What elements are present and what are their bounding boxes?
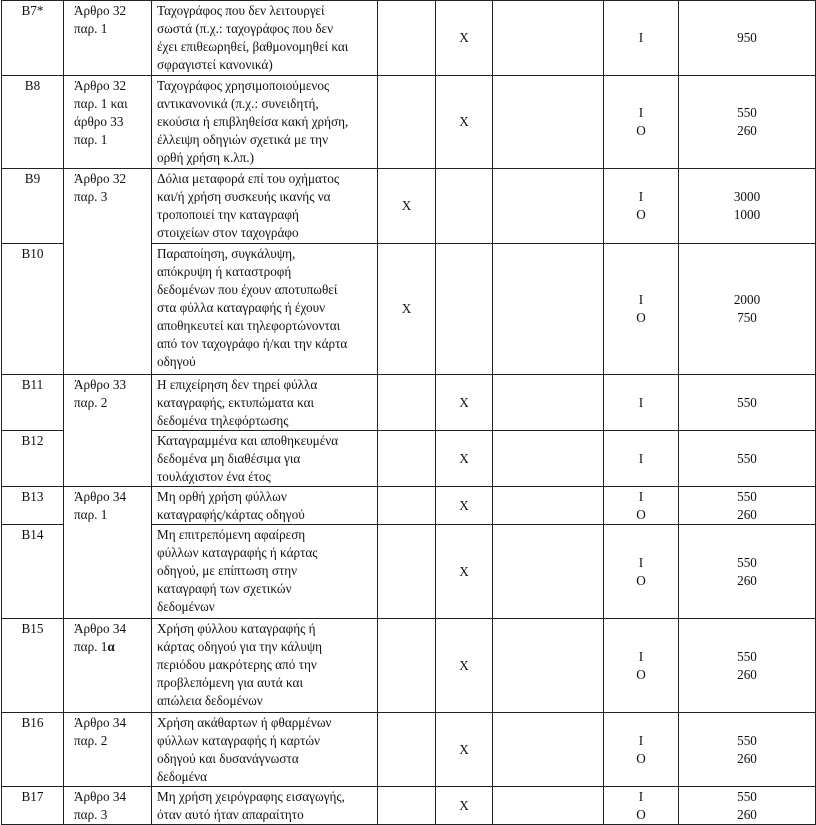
severity-mark: X xyxy=(436,787,493,825)
violation-description xyxy=(152,1,378,76)
text-line: 750 xyxy=(737,310,757,325)
violation-code: Β8 xyxy=(2,76,64,169)
text-line: στοιχείων στον ταχογράφο xyxy=(157,225,299,240)
severity-mark xyxy=(493,713,604,787)
violation-description xyxy=(152,487,378,525)
text-line: I xyxy=(638,788,644,804)
text-line: προβλεπόμενη για αυτά και xyxy=(157,675,304,690)
fine-amount xyxy=(679,787,816,825)
text-line: 3000 xyxy=(733,189,761,204)
fine-amount xyxy=(679,76,816,169)
text-line: O xyxy=(636,750,646,766)
text-line: Χρήση φύλλου καταγραφής ή xyxy=(157,621,316,636)
fine-amount xyxy=(679,619,816,713)
text-line: 2000 xyxy=(733,292,761,307)
text-line: εκούσια ή επιβληθείσα κακή χρήση, xyxy=(157,114,349,129)
severity-mark xyxy=(436,244,493,375)
text-line: Μη χρήση χειρόγραφης εισαγωγής, xyxy=(157,789,345,804)
text-line: I xyxy=(638,30,644,45)
text-line: οδηγού xyxy=(157,354,196,369)
violation-code: Β9 xyxy=(2,169,64,244)
text-line: Ταχογράφος χρησιμοποιούμενος xyxy=(157,78,330,93)
fine-amount xyxy=(679,431,816,487)
fine-amount xyxy=(679,525,816,619)
text-line: δεδομένα μη διαθέσιμα για xyxy=(157,451,301,466)
text-line: οδηγού και δυσανάγνωστα xyxy=(157,751,299,766)
offender-category xyxy=(604,244,679,375)
text-line: παρ. 1α xyxy=(74,639,115,654)
text-line: O xyxy=(636,572,646,588)
text-line: 950 xyxy=(737,30,757,45)
violation-code: Β10 xyxy=(2,244,64,375)
text-line: παρ. 3 xyxy=(74,807,108,822)
text-line: 260 xyxy=(737,750,757,766)
text-line: αντικανονικά (π.χ.: συνειδητή, xyxy=(157,96,319,111)
violation-code: Β11 xyxy=(2,375,64,431)
text-line: 550 xyxy=(737,488,757,504)
article-reference xyxy=(64,76,152,169)
severity-mark xyxy=(493,76,604,169)
violation-code: Β12 xyxy=(2,431,64,487)
article-reference xyxy=(64,787,152,825)
table-row xyxy=(2,713,816,787)
severity-mark: X xyxy=(436,431,493,487)
text-line: O xyxy=(636,123,646,138)
text-line: 550 xyxy=(737,105,757,120)
offender-category xyxy=(604,431,679,487)
text-line: Άρθρο 33 xyxy=(74,377,127,392)
text-line: Άρθρο 32 xyxy=(74,78,127,93)
text-line: καταγραφή των σχετικών xyxy=(157,581,292,596)
text-line: Άρθρο 34 xyxy=(74,621,127,636)
violation-code: Β16 xyxy=(2,713,64,787)
text-line: δεδομένα xyxy=(157,769,208,784)
severity-mark: X xyxy=(436,76,493,169)
text-line: Χρήση ακάθαρτων ή φθαρμένων xyxy=(157,715,332,730)
article-reference xyxy=(64,169,152,375)
text-line: τουλάχιστον ένα έτος xyxy=(157,469,271,484)
severity-mark xyxy=(378,525,436,619)
severity-mark xyxy=(378,76,436,169)
severity-mark xyxy=(493,244,604,375)
text-line: 260 xyxy=(737,572,757,588)
text-line: 550 xyxy=(737,394,757,410)
table-row xyxy=(2,619,816,713)
text-line: Άρθρο 34 xyxy=(74,489,127,504)
text-line: παρ. 2 xyxy=(74,733,108,748)
severity-mark xyxy=(378,375,436,431)
text-line: I xyxy=(638,292,644,307)
severity-mark xyxy=(378,619,436,713)
text-line: περιόδου μακρότερης από την xyxy=(157,657,317,672)
text-line: 1000 xyxy=(733,207,761,222)
text-line: σφραγιστεί κανονικά) xyxy=(157,57,273,72)
text-line: 260 xyxy=(737,506,757,522)
text-line: 260 xyxy=(737,123,757,138)
severity-mark: X xyxy=(436,1,493,76)
violation-description xyxy=(152,713,378,787)
severity-mark xyxy=(493,487,604,525)
text-line: O xyxy=(636,310,646,325)
violation-code: Β14 xyxy=(2,525,64,619)
text-line: στα φύλλα καταγραφής ή έχουν xyxy=(157,300,326,315)
violation-description xyxy=(152,619,378,713)
text-line: I xyxy=(638,554,644,570)
severity-mark: X xyxy=(436,375,493,431)
violation-description xyxy=(152,787,378,825)
violation-description xyxy=(152,431,378,487)
offender-category xyxy=(604,1,679,76)
text-line: απόκρυψη ή καταστροφή xyxy=(157,264,292,279)
text-line: κάρτας οδηγού για την κάλυψη xyxy=(157,639,323,654)
severity-mark xyxy=(493,169,604,244)
text-line: σωστά (π.χ.: ταχογράφος που δεν xyxy=(157,21,334,36)
offender-category xyxy=(604,619,679,713)
article-reference xyxy=(64,375,152,487)
text-line: Η επιχείρηση δεν τηρεί φύλλα xyxy=(157,377,318,392)
table-row xyxy=(2,1,816,76)
text-line: δεδομένων που έχουν αποτυπωθεί xyxy=(157,282,338,297)
violation-code: Β13 xyxy=(2,487,64,525)
text-line: φύλλων καταγραφής ή καρτών xyxy=(157,733,321,748)
text-line: 550 xyxy=(737,648,757,664)
text-line: απώλεια δεδομένων xyxy=(157,693,263,708)
severity-mark: X xyxy=(378,169,436,244)
table-row xyxy=(2,487,816,525)
violation-description xyxy=(152,76,378,169)
text-line: O xyxy=(636,666,646,682)
article-reference xyxy=(64,619,152,713)
table-row xyxy=(2,76,816,169)
severity-mark xyxy=(378,431,436,487)
violation-description xyxy=(152,525,378,619)
text-line: άρθρο 33 xyxy=(74,114,124,129)
violation-description xyxy=(152,169,378,244)
text-line: έλλειψη οδηγιών σχετικά με την xyxy=(157,132,329,147)
offender-category xyxy=(604,787,679,825)
text-line: παρ. 2 xyxy=(74,395,108,410)
violation-code: Β15 xyxy=(2,619,64,713)
text-line: I xyxy=(638,488,644,504)
text-line: I xyxy=(638,732,644,748)
text-line: 550 xyxy=(737,788,757,804)
text-line: δεδομένα τηλεφόρτωσης xyxy=(157,413,289,428)
fine-amount xyxy=(679,244,816,375)
text-line: O xyxy=(636,806,646,822)
fine-amount xyxy=(679,487,816,525)
text-line: οδηγού, με επίπτωση στην xyxy=(157,563,298,578)
text-line: I xyxy=(638,648,644,664)
offender-category xyxy=(604,525,679,619)
text-line: Ταχογράφος που δεν λειτουργεί xyxy=(157,3,325,18)
fine-amount xyxy=(679,713,816,787)
offender-category xyxy=(604,487,679,525)
severity-mark xyxy=(493,375,604,431)
table-row xyxy=(2,787,816,825)
text-line: I xyxy=(638,450,644,466)
text-line: δεδομένων xyxy=(157,599,215,614)
text-line: έχει επιθεωρηθεί, βαθμονομηθεί και xyxy=(157,39,349,54)
article-reference xyxy=(64,1,152,76)
text-line: παρ. 1 xyxy=(74,132,108,147)
text-line: 260 xyxy=(737,806,757,822)
text-line: παρ. 3 xyxy=(74,189,108,204)
text-line: Καταγραμμένα και αποθηκευμένα xyxy=(157,433,339,448)
text-line: καταγραφής, εκτυπώματα και xyxy=(157,395,315,410)
text-line: παρ. 1 xyxy=(74,21,108,36)
text-line: και/ή χρήση συσκευής ικανής να xyxy=(157,189,331,204)
text-line: Δόλια μεταφορά επί του οχήματος xyxy=(157,171,340,186)
text-line: 550 xyxy=(737,732,757,748)
text-line: φύλλων καταγραφής ή κάρτας xyxy=(157,545,318,560)
severity-mark xyxy=(493,525,604,619)
severity-mark xyxy=(378,487,436,525)
article-reference xyxy=(64,487,152,619)
severity-mark xyxy=(493,431,604,487)
article-reference xyxy=(64,713,152,787)
severity-mark: X xyxy=(436,525,493,619)
severity-mark xyxy=(378,787,436,825)
table-row xyxy=(2,169,816,244)
offender-category xyxy=(604,169,679,244)
text-line: παρ. 1 και xyxy=(74,96,128,111)
text-line: 260 xyxy=(737,666,757,682)
fine-amount xyxy=(679,169,816,244)
offender-category xyxy=(604,76,679,169)
text-line: O xyxy=(636,207,646,222)
text-line: I xyxy=(638,105,644,120)
severity-mark xyxy=(493,619,604,713)
text-line: καταγραφής/κάρτας οδηγού xyxy=(157,507,305,522)
severity-mark: X xyxy=(378,244,436,375)
text-line: Άρθρο 32 xyxy=(74,171,127,186)
severity-mark: X xyxy=(436,487,493,525)
violation-code: Β7* xyxy=(2,1,64,76)
text-line: Μη ορθή χρήση φύλλων xyxy=(157,489,287,504)
text-line: τροποποιεί την καταγραφή xyxy=(157,207,299,222)
fine-amount xyxy=(679,1,816,76)
text-line: παρ. 1 xyxy=(74,507,108,522)
text-line: 550 xyxy=(737,554,757,570)
text-line: αποθηκευτεί και τηλεφορτώνονται xyxy=(157,318,341,333)
severity-mark: X xyxy=(436,619,493,713)
text-line: Παραποίηση, συγκάλυψη, xyxy=(157,246,296,261)
severity-mark: X xyxy=(436,713,493,787)
text-line: I xyxy=(638,189,644,204)
severity-mark xyxy=(378,713,436,787)
text-line: I xyxy=(638,394,644,410)
text-line: 550 xyxy=(737,450,757,466)
violation-description xyxy=(152,375,378,431)
table-row xyxy=(2,375,816,431)
text-line: Μη επιτρεπόμενη αφαίρεση xyxy=(157,527,306,542)
violation-description xyxy=(152,244,378,375)
severity-mark xyxy=(493,787,604,825)
text-line: Άρθρο 32 xyxy=(74,3,127,18)
offender-category xyxy=(604,375,679,431)
severity-mark xyxy=(378,1,436,76)
penalties-table xyxy=(1,0,816,825)
text-line: όταν αυτό ήταν απαραίτητο xyxy=(157,807,304,822)
fine-amount xyxy=(679,375,816,431)
severity-mark xyxy=(493,1,604,76)
text-line: Άρθρο 34 xyxy=(74,789,127,804)
text-line: από τον ταχογράφο ή/και την κάρτα xyxy=(157,336,348,351)
violation-code: Β17 xyxy=(2,787,64,825)
text-line: O xyxy=(636,506,646,522)
severity-mark xyxy=(436,169,493,244)
offender-category xyxy=(604,713,679,787)
text-line: Άρθρο 34 xyxy=(74,715,127,730)
text-line: ορθή χρήση κ.λπ.) xyxy=(157,150,255,165)
